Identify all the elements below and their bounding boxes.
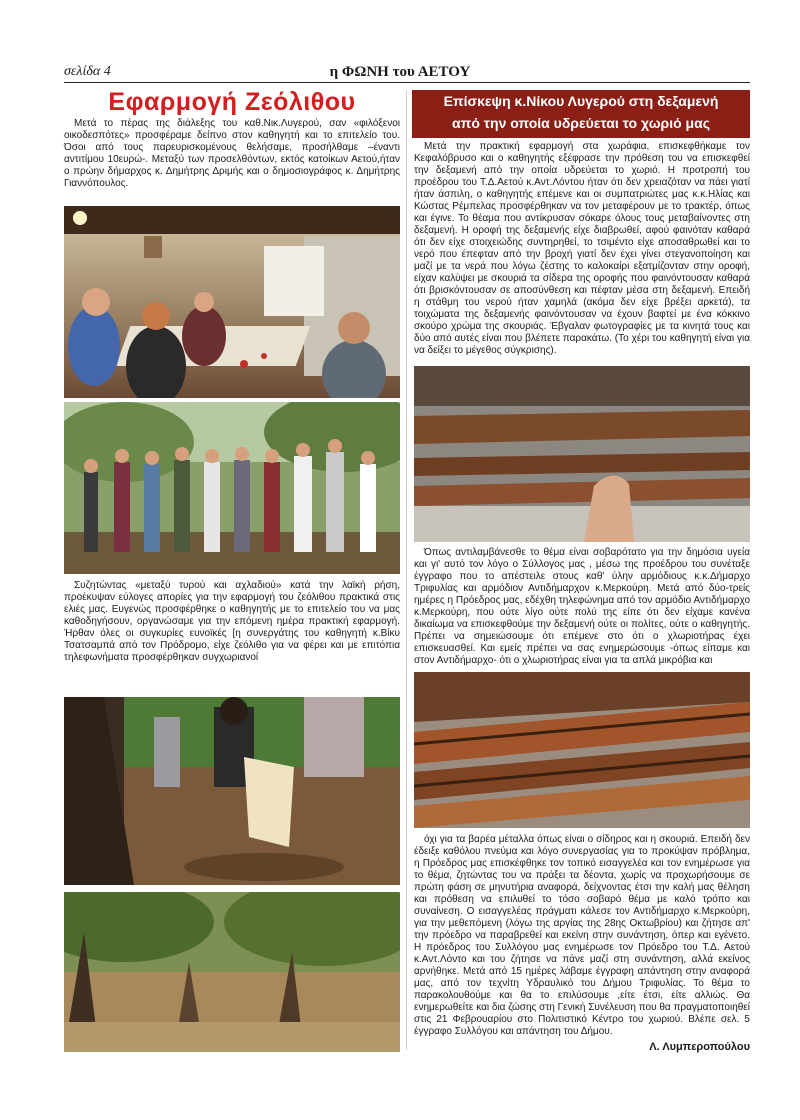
tank-ceiling-photo-1 [414,366,750,542]
banner-line-1: Επίσκεψη κ.Νίκου Λυγερού στη δεξαμενή [443,93,719,109]
left-article-title: Εφαρμογή Ζεόλιθου [108,88,356,116]
header-rule [64,82,750,83]
column-divider [406,90,407,1050]
photo-caption-text: Συζητώντας «μεταξύ τυρού και αχλαδιού» κατά την λαϊκή ρήση, προέκυψαν εύλογες απορίες για την εφαρμογή του ζεόλιθου πρακτικά στις ελιές μας. Ευγενώς προσφέρθηκε ο καθηγητής με το επιτελείο του να μας καθοδηγήσουν, οργανώσαμε για την επόμενη ημέρα πρακτική εφαρμογή. Ήρθαν όλες οι συγκυρίες ευνοϊκές [η συνεργάτης του καθηγητή κ.Βίκυ Τσατσαμπά από τον Πρόδρομο, είχε ζεόλιθο για να φέρει και με επιτόπια τηλεφωνήματα προσφέρθηκαν συγχωριανοί [64,580,400,663]
banner-line-2: από την οποία υδρεύεται το χωριό μας [452,115,710,131]
olive-grove-photo [64,892,400,1052]
newspaper-title: η ΦΩΝΗ του ΑΕΤΟΥ [329,64,471,80]
zeolite-application-photo [64,697,400,885]
right-article-paragraph-2: Όπως αντιλαμβάνεσθε το θέμα είναι σοβαρότατο για την δημόσια υγεία και γι' αυτό τον λόγο ο Σύλλογος μας , μέσω της προέδρου του συνέταξε έγγραφο που το απέστειλε στους καθ' ύλην αρμόδιους κ.κ.Δήμαρχο Τριφυλίας και αρμόδιον Αντιδήμαρχον κ.Μερκούρη. Μετά από δύο-τρείς ημέρες η Πρόεδρος μας, εδέχθη τηλεφώνημα από τον αρμόδιο Αντιδήμαρχο κ.Μερκούρη, που ούτε λίγο ούτε πολύ της είπε ότι δεν είχαμε κανένα δικαίωμα να επισκεφθούμε την δεξαμενή ούτε οι πολίτες, ούτε ο καθηγητής. Πρέπει να σημειώσουμε ότι επέμενε στο ότι ο χλωριοτήρας έχει επισκευασθεί. Και εμείς πρέπει να σας ενημερώσουμε -όπως είπαμε και στον Αντιδήμαρχο- ότι ο χλωριοτήρας είναι για τα απλά μικρόβια και [414,547,751,666]
article-signature: Λ. Λυμπεροπούλου [649,1041,750,1053]
left-article-intro: Μετά το πέρας της διάλεξης του καθ.Νικ.Λυγερού, σαν «φιλόξενοι οικοδεσπότες» προσφέραμε δείπνο στον καθηγητή και το επιτελείο του. Όσοι από τους παρευρισκομένους θελήσαμε, προσήλθαμε –έναντι αντιτίμου 10ευρώ-. Μεταξύ των προσελθόντων, εκτός κατοίκων Αετού,ήταν ο πρώην δήμαρχος κ. Δημήτρης Δριμής και ο δημοσιογράφος κ. Δημήτρης Γιαννόπουλος. [64,118,400,189]
right-article-banner [412,90,750,138]
dinner-photo [64,206,400,398]
tank-ceiling-photo-2 [414,672,750,828]
right-article-paragraph-3: όχι για τα βαρέα μέταλλα όπως είναι ο σίδηρος και η σκουριά. Επειδή δεν έδειξε καθόλου πνεύμα και λόγο συνεργασίας για το προκύψαν πρόβλημα, η Πρόεδρος μας επισκέφθηκε τον τοπικό εισαγγελέα και τον ενημέρωσε για το θέμα, ζητώντας του να πράξει τα δέοντα, χωρίς να προχωρήσουμε σε πρώτη φάση σε μηνυτήρια αναφορά, δείχνοντας έτσι την καλή μας θέληση και πρόθεση να επιλυθεί το τόσο σοβαρό θέμα με καλό τρόπο και συναίνεση. Ο εισαγγελέας πράγματι κάλεσε τον Αντιδήμαρχο κ.Μερκούρη, για την μεθεπόμενη (λόγω της αργίας της 28ης Οκτωβρίου) και ζήτησε απ' την πρόεδρο να παραβρεθεί και εκείνη στην συνάντηση, όπερ και εγένετο. Η πρόεδρος του Συλλόγου μας ενημέρωσε τον Πρόεδρο του Τ.Δ. Αετού κ.Αντ.Λόντο και του ζήτησε να πάνε μαζί στη συνάντηση, αλλά εκείνος αρνήθηκε. Μετά από 15 ημέρες λάβαμε έγγραφη απάντηση στην αναφορά μας, από τον τεχνίτη Υδραυλικό του Δήμου Τριφυλίας. Το θέμα το παρακολουθούμε και θα το επιλύσουμε ,είτε έτσι, είτε αλλιώς. Θα ενημερωθείτε και δια ζώσης στη Γενική Συνέλευση που θα πραγματοποιηθεί στις 21 Φεβρουαρίου στο Πολιτιστικό Κέντρο του χωριού. Βλέπε σελ. 5 έγγραφο Συλλόγου και απάντηση του Δήμου. [414,834,750,1037]
group-photo [64,402,400,574]
page-number: σελίδα 4 [64,64,111,79]
right-article-paragraph-1: Μετά την πρακτική εφαρμογή στα χωράφια, επισκεφθήκαμε τον Κεφαλόβρυσο και ο καθηγητής εξέφρασε την πρόθεση του να επισκεφθεί την δεξαμενή από την οποία υδρεύεται το χωριό. Η προτροπή του προέδρου του Τ.Δ.Αετού κ.Αντ.Λόντου ήταν ότι δεν χρειαζόταν να πάει γιατί ήταν άσπιλη, ο καθηγητής επέμενε και οι συμπατριώτες μας κ.κ.Ηλίας και Κώστας Ρέμπελας προσφέρθηκαν να τον μεταφέρουν με το τρακτέρ, όπως και έγινε. Το θέαμα που αντίκρυσαν σόκαρε όλους τους μεταβαίνοντες στη δεξαμενή. Η οροφή της δεξαμενής είχε διαβρωθεί, αφού φαινόταν καθαρά ότι δεν είχε στοιχειώδης συντηρηθεί, το τσιμέντο είχε αποσαθρωθεί και το νερό που έπεφταν από την βροχή γιατί δεν έχει γίνει στεγανοποίηση και μαζί με τα νερά που λόγω ζέστης το καλοκαίρι εξατμίζονταν στην οροφή, είχαν καλύψει με σκουριά τα σίδερα της οροφής που φαινόντουσαν καθαρά ότι βρισκόντουσαν σε αποσύνθεση και πέφταν μέσα στη δεξαμενή. Επειδή η στάθμη του νερού ήταν χαμηλά (ακόμα δεν είχε βρέξει αρκετά), τα τοιχώματα της δεξαμενής φαινόντουσαν να έχουν βαφτεί με ένα κόκκινο σκούρο χρώμα της σκουριάς. Έβγαλαν φωτογραφίες με τα κινητά τους και δύο από αυτές είναι που βλέπετε παρακάτω. (Το χέρι του καθηγητή είναι για να δείξει το μέγεθος σύγκρισης). [414,141,750,356]
